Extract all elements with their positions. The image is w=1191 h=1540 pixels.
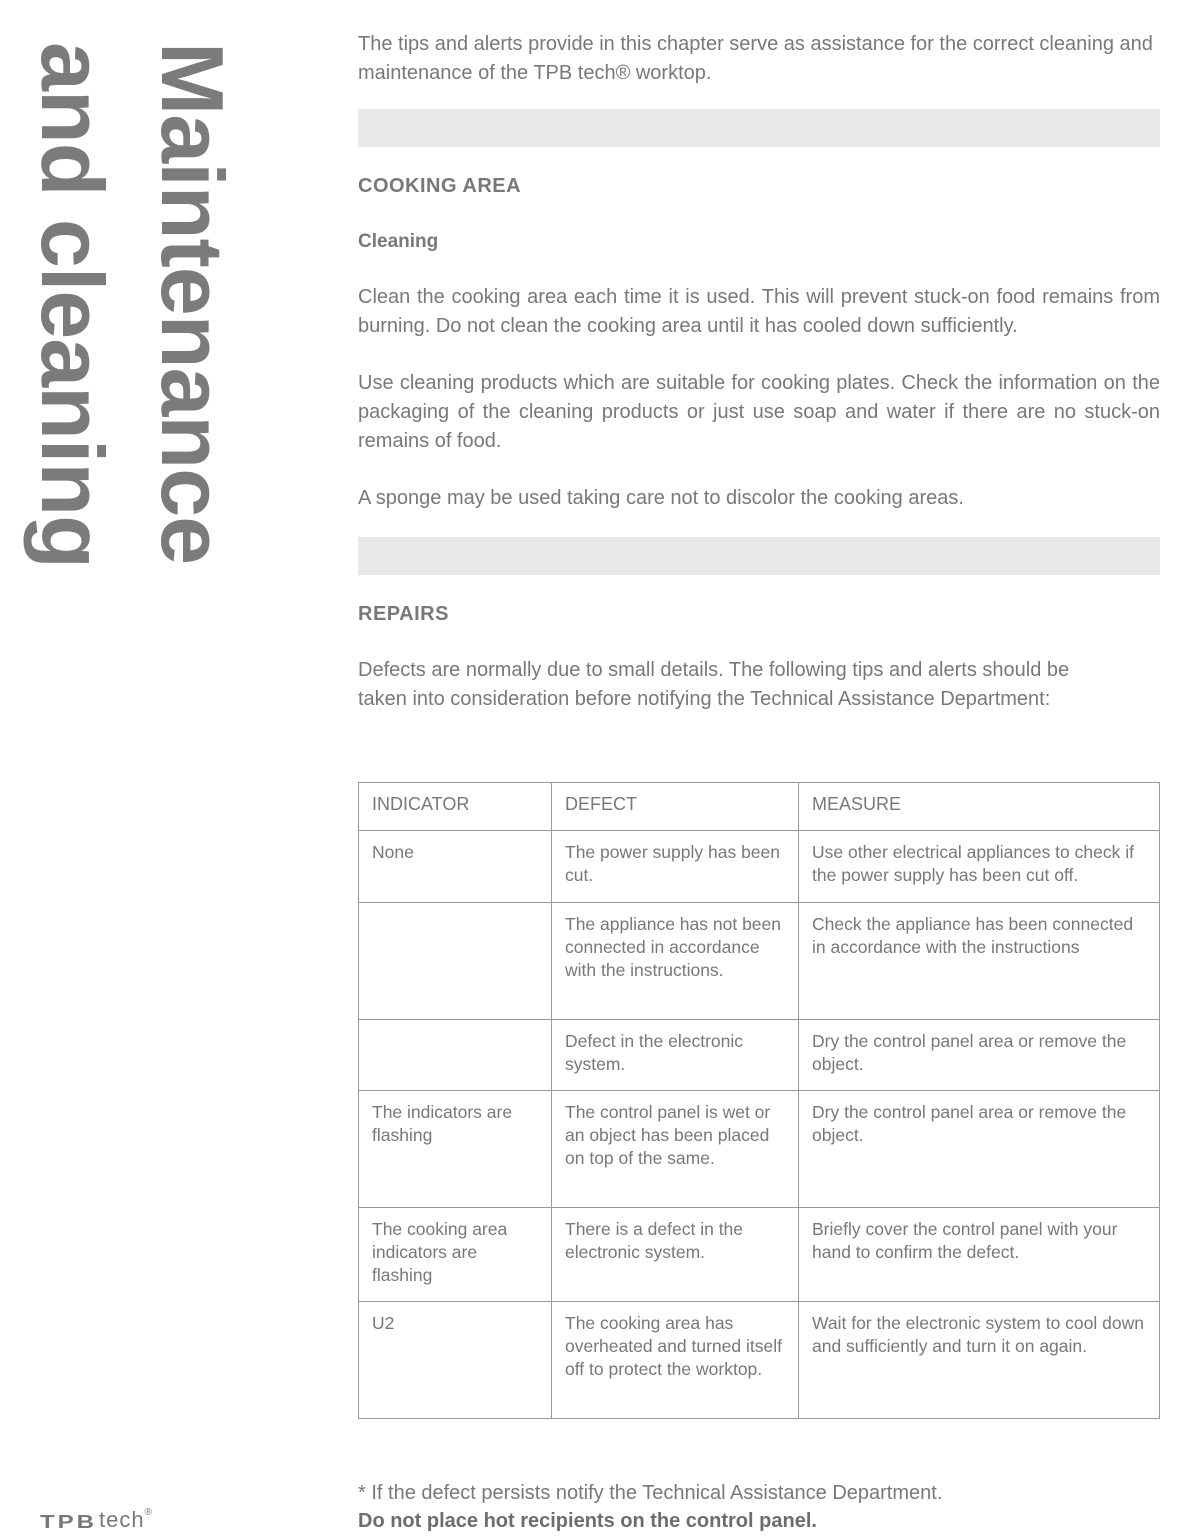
repairs-table (358, 782, 1160, 1419)
defect-cell: Defect in the electronic system. (552, 1020, 799, 1091)
measure-cell: Dry the control panel area or remove the object. (799, 1091, 1160, 1208)
repairs-intro-line2: taken into consideration before notifying the Technical Assistance Department: (358, 688, 1051, 710)
measure-cell: Use other electrical appliances to check if the power supply has been cut off. (799, 831, 1160, 903)
table-row (359, 903, 1160, 1020)
logo-brand: TPB (40, 1512, 97, 1533)
intro-paragraph: The tips and alerts provide in this chapter serve as assistance for the correct cleaning and maintenance of the TPB tech® worktop. (358, 33, 1153, 84)
indicator-cell: None (359, 831, 552, 903)
indicator-cell: U2 (359, 1302, 552, 1419)
section-divider (358, 537, 1160, 575)
table-row (359, 1020, 1160, 1091)
repairs-intro-line1: Defects are normally due to small details. The following tips and alerts should be (358, 659, 1070, 681)
defect-cell: The control panel is wet or an object has been placed on top of the same. (552, 1091, 799, 1208)
indicator-cell: The indicators are flashing (359, 1091, 552, 1208)
indicator-cell (359, 1020, 552, 1091)
table-row (359, 1302, 1160, 1419)
repairs-intro (358, 656, 1160, 714)
tpb-tech-logo (40, 1505, 152, 1533)
table-row (359, 1208, 1160, 1302)
header-defect: DEFECT (552, 783, 799, 831)
table-row (359, 1091, 1160, 1208)
repairs-heading: REPAIRS (358, 603, 449, 625)
cleaning-subheading: Cleaning (358, 231, 439, 252)
defect-cell: The cooking area has overheated and turned itself off to protect the worktop. (552, 1302, 799, 1419)
section-divider (358, 109, 1160, 147)
page-title-line1: Maintenance (143, 42, 242, 565)
footnote: * If the defect persists notify the Technical Assistance Department. (358, 1482, 943, 1504)
warning-note: Do not place hot recipients on the control panel. (358, 1510, 817, 1532)
logo-suffix: tech (99, 1507, 145, 1532)
measure-cell: Wait for the electronic system to cool down and sufficiently and turn it on again. (799, 1302, 1160, 1419)
indicator-cell (359, 903, 552, 1020)
defect-cell: There is a defect in the electronic system. (552, 1208, 799, 1302)
cleaning-paragraph: A sponge may be used taking care not to discolor the cooking areas. (358, 487, 964, 509)
cooking-area-heading: COOKING AREA (358, 175, 522, 197)
cleaning-paragraph: Clean the cooking area each time it is used. This will prevent stuck-on food remains from burning. Do not clean the cooking area until it has cooled down sufficiently. (358, 286, 1160, 337)
cleaning-paragraph: Use cleaning products which are suitable for cooking plates. Check the information on the packaging of the cleaning products or just use soap and water if there are no stuck-on remains of food. (358, 372, 1160, 452)
logo-registered-mark: ® (144, 1507, 152, 1518)
measure-cell: Check the appliance has been connected in accordance with the instructions (799, 903, 1160, 1020)
defect-cell: The appliance has not been connected in accordance with the instructions. (552, 903, 799, 1020)
measure-cell: Briefly cover the control panel with your hand to confirm the defect. (799, 1208, 1160, 1302)
table-header-row (359, 783, 1160, 831)
header-indicator: INDICATOR (359, 783, 552, 831)
measure-cell: Dry the control panel area or remove the object. (799, 1020, 1160, 1091)
defect-cell: The power supply has been cut. (552, 831, 799, 903)
table-row (359, 831, 1160, 903)
page-title-line2: and cleaning (23, 42, 122, 568)
header-measure: MEASURE (799, 783, 1160, 831)
indicator-cell: The cooking area indicators are flashing (359, 1208, 552, 1302)
main-content (358, 30, 1160, 714)
